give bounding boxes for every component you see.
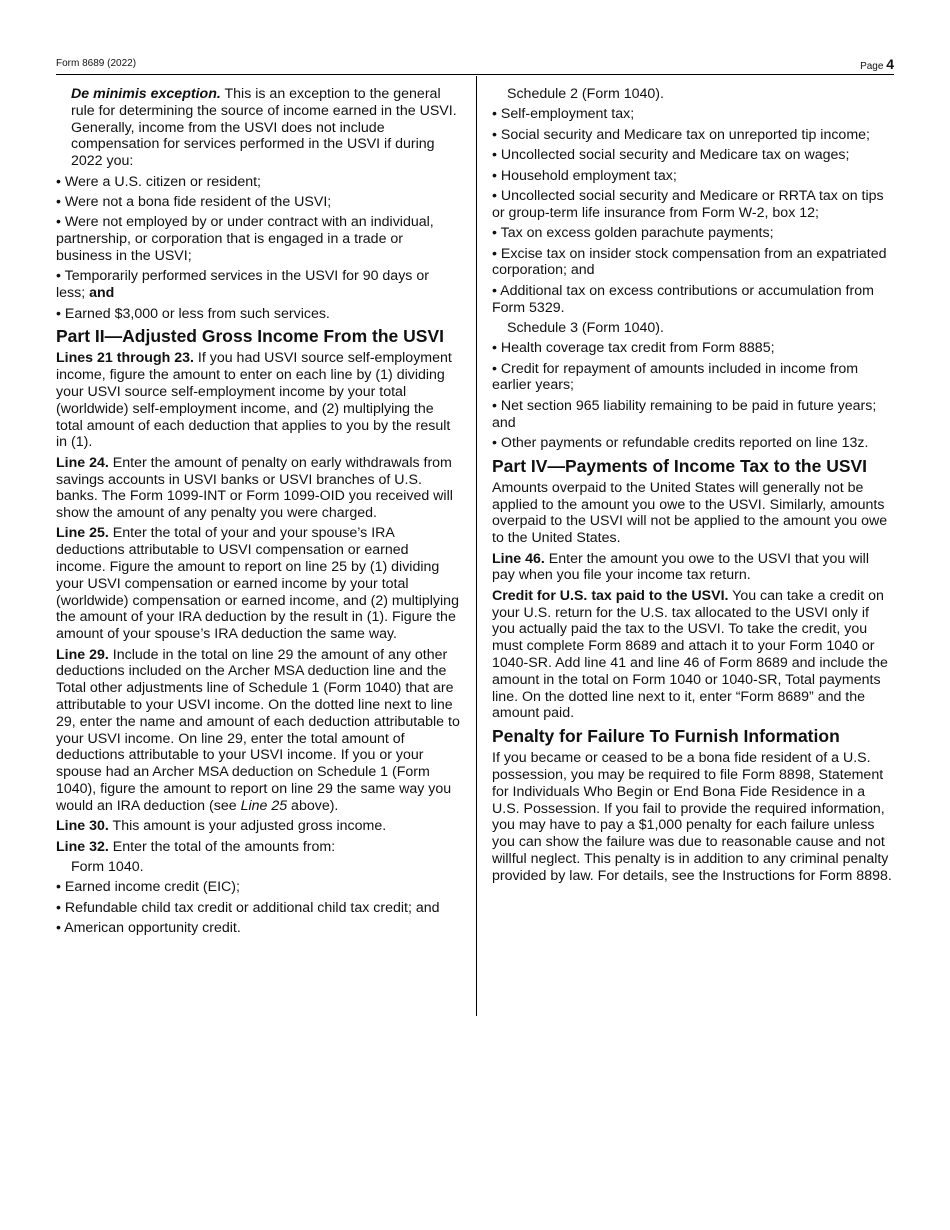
schedule-3-subhead: Schedule 3 (Form 1040).	[507, 319, 664, 336]
list-item: • Household employment tax;	[492, 167, 677, 184]
page-header	[56, 56, 894, 75]
list-item: • Uncollected social security and Medicare or RRTA tax on tips or group-term life insurance from Form W-2, box 12;	[492, 187, 884, 221]
list-item: • Tax on excess golden parachute payments;	[492, 225, 774, 242]
form-id: Form 8689 (2022)	[56, 58, 137, 69]
part4-heading: Part IV—Payments of Income Tax to the USVI	[492, 455, 868, 476]
page-number: Page 4	[860, 56, 894, 72]
line-29-paragraph: Line 29. Include in the total on line 29 the amount of any other deductions included on the Archer MSA deduction line and the Total other adjustments line of Schedule 1 (Form 1040) that are attributable to your USVI income. On the dotted line next to line 29, enter the name and amount of each deduction attributable to your USVI income. On line 29, enter the total amount of deductions attributable to your USVI income. If you or your spouse had an Archer MSA deduction on Schedule 1 (Form 1040), figure the amount to report on line 29 the same way you would an IRA deduction (see Line 25 above).	[56, 646, 460, 814]
schedule-2-subhead: Schedule 2 (Form 1040).	[507, 86, 664, 102]
list-item: • Social security and Medicare tax on unreported tip income;	[492, 126, 870, 143]
list-item: • Net section 965 liability remaining to be paid in future years; and	[492, 397, 877, 431]
list-item: • Were not a bona fide resident of the USVI;	[56, 193, 332, 210]
list-item: • Uncollected social security and Medicare tax on wages;	[492, 147, 850, 164]
deminimis-paragraph: De minimis exception. This is an exception to the general rule for determining the source of income earned in the USVI. Generally, income from the USVI does not include compensation for services performed in the USVI if during 2022 you:	[71, 86, 457, 170]
line-30-paragraph: Line 30. This amount is your adjusted gross income.	[56, 818, 387, 835]
list-item: • Earned income credit (EIC);	[56, 879, 240, 896]
line-32-paragraph: Line 32. Enter the total of the amounts from:	[56, 838, 336, 855]
part2-heading: Part II—Adjusted Gross Income From the USVI	[56, 326, 444, 347]
penalty-paragraph: If you became or ceased to be a bona fide resident of a U.S. possession, you may be required to file Form 8898, Statement for Individuals Who Begin or End Bona Fide Residence in a U.S. Possession. If you fail to provide the required information, you may have to pay a $1,000 penalty for each failure unless you can show the failure was due to reasonable cause and not willful neglect. This penalty is in addition to any criminal penalty provided by law. For details, see the Instructions for Form 8898.	[492, 750, 892, 884]
list-item: • Were a U.S. citizen or resident;	[56, 173, 261, 190]
part4-paragraph: Amounts overpaid to the United States will generally not be applied to the amount you owe to the USVI. Similarly, amounts overpaid to the USVI will not be applied to the amount you owe to the United States.	[492, 479, 888, 547]
penalty-heading: Penalty for Failure To Furnish Information	[492, 726, 840, 747]
line-46-paragraph: Line 46. Enter the amount you owe to the USVI that you will pay when you file your income tax return.	[492, 550, 869, 584]
right-column	[492, 86, 894, 888]
line-25-paragraph: Line 25. Enter the total of your and your spouse’s IRA deductions attributable to USVI compensation or earned income. Figure the amount to report on line 25 by (1) dividing your USVI compensation or earned income by your total (worldwide) compensation or earned income, and (2) multiplying the amount of your IRA deduction by the result in (1). Figure the amount of your spouse’s IRA deduction the same way.	[56, 525, 459, 643]
list-item: • Credit for repayment of amounts included in income from earlier years;	[492, 360, 859, 394]
left-column	[56, 86, 460, 941]
list-item: • Self-employment tax;	[492, 106, 635, 123]
list-item: • Were not employed by or under contract with an individual, partnership, or corporation that is engaged in a trade or business in the USVI;	[56, 214, 434, 264]
list-item: • Refundable child tax credit or additional child tax credit; and	[56, 899, 440, 916]
list-item: • Temporarily performed services in the USVI for 90 days or less; and	[56, 268, 429, 302]
credit-paragraph: Credit for U.S. tax paid to the USVI. You can take a credit on your U.S. return for the U.S. tax allocated to the USVI only if you actually paid the tax to the USVI. To take the credit, you must complete Form 8689 and attach it to your Form 1040 or 1040-SR. Add line 41 and line 46 of Form 8689 and include the amount in the total on Form 1040 or 1040-SR, Total payments line. On the dotted line next to it, enter “Form 8689” and the amount paid.	[492, 587, 888, 722]
list-item: • American opportunity credit.	[56, 920, 241, 937]
column-divider	[476, 76, 477, 1016]
lines-21-23-paragraph: Lines 21 through 23. If you had USVI source self-employment income, figure the amount to enter on each line by (1) dividing your USVI source self-employment income by your total (worldwide) self-employment income, and (2) multiplying the total amount of each deduction that applies to you by the result in (1).	[56, 350, 452, 451]
list-item: • Excise tax on insider stock compensation from an expatriated corporation; and	[492, 245, 887, 279]
list-item: • Health coverage tax credit from Form 8885;	[492, 340, 775, 357]
form-1040-subhead: Form 1040.	[71, 859, 144, 875]
line-24-paragraph: Line 24. Enter the amount of penalty on early withdrawals from savings accounts in USVI banks or USVI branches of U.S. banks. The Form 1099-INT or Form 1099-OID you received will show the amount of any penalty you were charged.	[56, 454, 453, 522]
list-item: • Earned $3,000 or less from such services.	[56, 305, 330, 322]
list-item: • Additional tax on excess contributions or accumulation from Form 5329.	[492, 282, 874, 316]
list-item: • Other payments or refundable credits reported on line 13z.	[492, 435, 869, 452]
